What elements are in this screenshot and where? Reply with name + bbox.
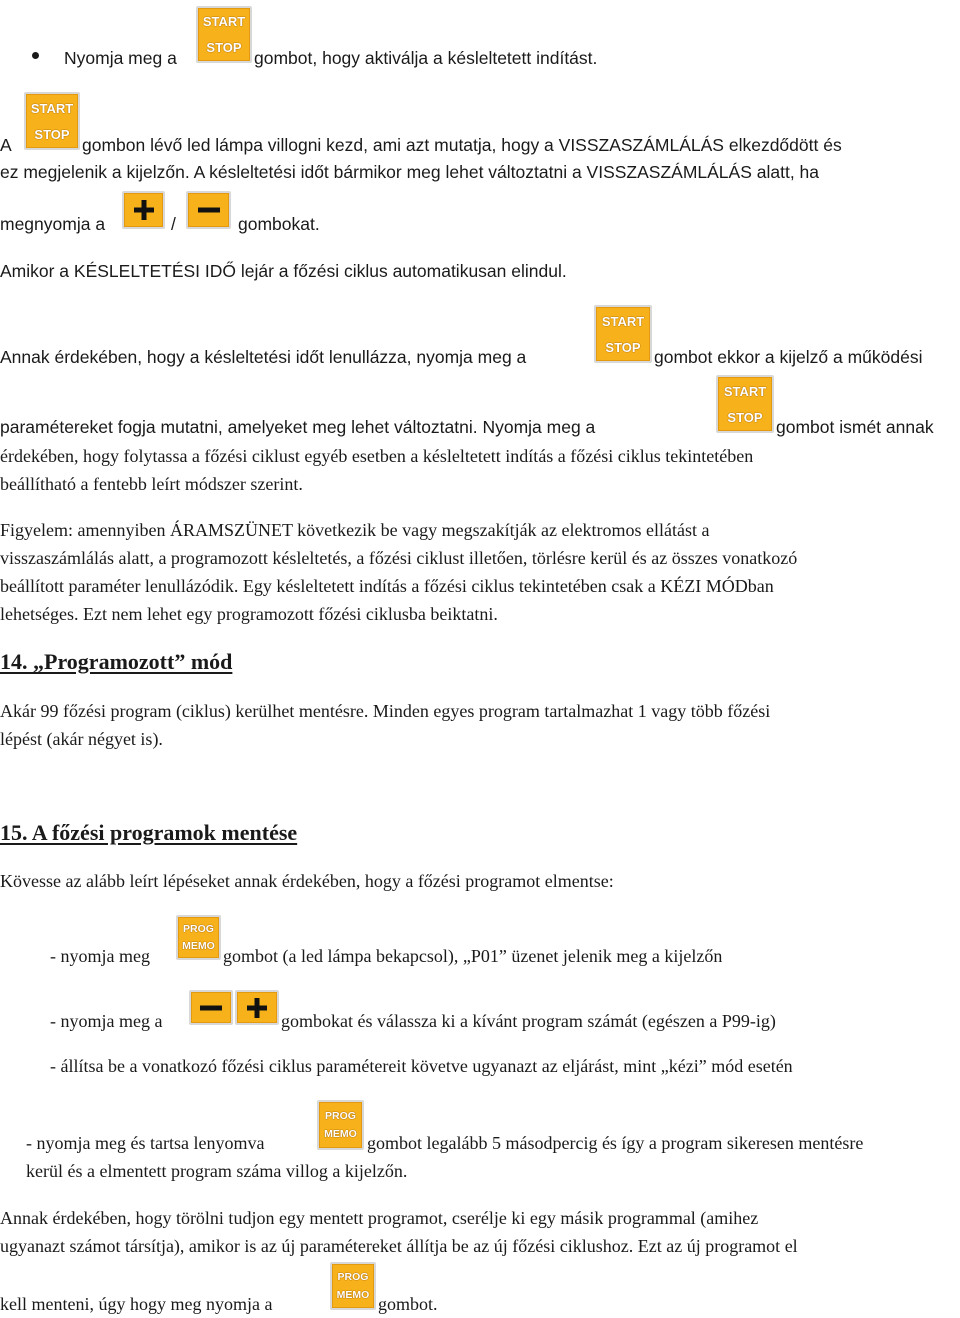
minus-button[interactable] xyxy=(189,990,233,1025)
p4-line4: beállítható a fentebb leírt módszer szerint. xyxy=(0,474,303,494)
step3: - állítsa be a vonatkozó főzési ciklus paramétereit követve ugyanazt az eljárást, mint „kézi” mód esetén xyxy=(50,1056,793,1076)
stop-label: STOP xyxy=(206,40,242,55)
start-stop-button[interactable] xyxy=(196,6,252,63)
p1-text-before: Nyomja meg a xyxy=(64,48,177,68)
p8-line3-end: gombot. xyxy=(378,1294,438,1314)
minus-icon xyxy=(196,198,222,222)
prog-label: PROG xyxy=(183,922,214,935)
stop-label: STOP xyxy=(727,409,763,425)
plus-icon xyxy=(132,198,156,222)
p8-line2: ugyanazt számot társítja), amikor is az új paramétereket állítja be az új főzési ciklushoz. Ezt az új programot el xyxy=(0,1236,798,1256)
stop-label: STOP xyxy=(34,126,70,142)
step2-end: gombokat és válassza ki a kívánt program számát (egészen a P99-ig) xyxy=(281,1011,776,1031)
p3: Amikor a KÉSLELTETÉSI IDŐ lejár a főzési ciklus automatikusan elindul. xyxy=(0,261,567,281)
step1-end: gombot (a led lámpa bekapcsol), „P01” üzenet jelenik meg a kijelzőn xyxy=(223,946,723,966)
p6-line2: lépést (akár négyet is). xyxy=(0,729,163,749)
p2-line3-end: gombokat. xyxy=(238,214,320,234)
step2-start: - nyomja meg a xyxy=(50,1011,163,1031)
p5-line1: Figyelem: amennyiben ÁRAMSZÜNET következik be vagy megszakítják az elektromos ellátást a xyxy=(0,520,710,540)
step4-start: - nyomja meg és tartsa lenyomva xyxy=(26,1133,265,1153)
p5-line3: beállított paraméter lenullázódik. Egy késleltetett indítás a főzési ciklus tekintetében csak a KÉZI MÓDban xyxy=(0,576,774,596)
p1-text-after: gombot, hogy aktiválja a késleltetett indítást. xyxy=(254,48,598,68)
p4-line2-end: gombot ismét annak xyxy=(776,417,934,437)
step1-start: - nyomja meg xyxy=(50,946,150,966)
prog-memo-button[interactable] xyxy=(317,1100,364,1150)
p4-line3: érdekében, hogy folytassa a főzési ciklust egyéb esetben a késleltetett indítás a főzési ciklus tekintetében xyxy=(0,446,754,466)
stop-label: STOP xyxy=(605,339,641,355)
p2-line1-end: gombon lévő led lámpa villogni kezd, ami azt mutatja, hogy a VISSZASZÁMLÁLÁS elkezdődött és xyxy=(82,135,842,155)
step4-end: gombot legalább 5 másodpercig és így a program sikeresen mentésre xyxy=(367,1133,864,1153)
minus-icon xyxy=(198,996,224,1020)
p6-line1: Akár 99 főzési program (ciklus) kerülhet mentésre. Minden egyes program tartalmazhat 1 vagy több főzési xyxy=(0,701,771,721)
p5-line2: visszaszámlálás alatt, a programozott késleltetés, a főzési ciklust illetően, törlésre kerül és az összes vonatkozó xyxy=(0,548,798,568)
p5-line4: lehetséges. Ezt nem lehet egy programozott főzési ciklusba beiktatni. xyxy=(0,604,498,624)
plus-button[interactable] xyxy=(122,191,165,229)
heading-14: 14. „Programozott” mód xyxy=(0,649,233,674)
start-label: START xyxy=(601,313,645,329)
heading-15: 15. A főzési programok mentése xyxy=(0,820,298,845)
start-label: START xyxy=(30,100,74,116)
start-label: START xyxy=(202,14,246,29)
plus-icon xyxy=(245,996,269,1020)
prog-label: PROG xyxy=(325,1110,356,1122)
prog-memo-button[interactable] xyxy=(176,915,221,960)
p7: Kövesse az alább leírt lépéseket annak érdekében, hogy a főzési programot elmentse: xyxy=(0,871,614,891)
p4-line2-start: paramétereket fogja mutatni, amelyeket meg lehet változtatni. Nyomja meg a xyxy=(0,417,596,437)
bullet xyxy=(32,52,39,59)
memo-label: MEMO xyxy=(336,1288,370,1301)
start-label: START xyxy=(723,383,767,399)
memo-label: MEMO xyxy=(182,940,215,952)
start-stop-button[interactable] xyxy=(594,305,652,363)
memo-label: MEMO xyxy=(324,1127,357,1140)
step4-continued: kerül és a elmentett program száma villog a kijelzőn. xyxy=(26,1161,408,1181)
prog-label: PROG xyxy=(337,1271,369,1283)
p4-line1-start: Annak érdekében, hogy a késleltetési időt lenullázza, nyomja meg a xyxy=(0,347,527,367)
p8-line1: Annak érdekében, hogy törölni tudjon egy mentett programot, cserélje ki egy másik programmal (amihez xyxy=(0,1208,759,1228)
minus-button[interactable] xyxy=(186,191,231,229)
p4-line1-end: gombot ekkor a kijelző a működési xyxy=(654,347,923,367)
prog-memo-button[interactable] xyxy=(330,1262,376,1310)
p2-line1-start: A xyxy=(0,135,12,155)
plus-button[interactable] xyxy=(235,990,279,1025)
p2-line2: ez megjelenik a kijelzőn. A késleltetési időt bármikor meg lehet változtatni a VISSZASZÁMLÁLÁS alatt, ha xyxy=(0,162,820,182)
slash: / xyxy=(171,214,176,234)
start-stop-button[interactable] xyxy=(24,92,80,150)
start-stop-button[interactable] xyxy=(716,375,774,433)
p2-line3-start: megnyomja a xyxy=(0,214,106,234)
p8-line3-start: kell menteni, úgy hogy meg nyomja a xyxy=(0,1294,273,1314)
